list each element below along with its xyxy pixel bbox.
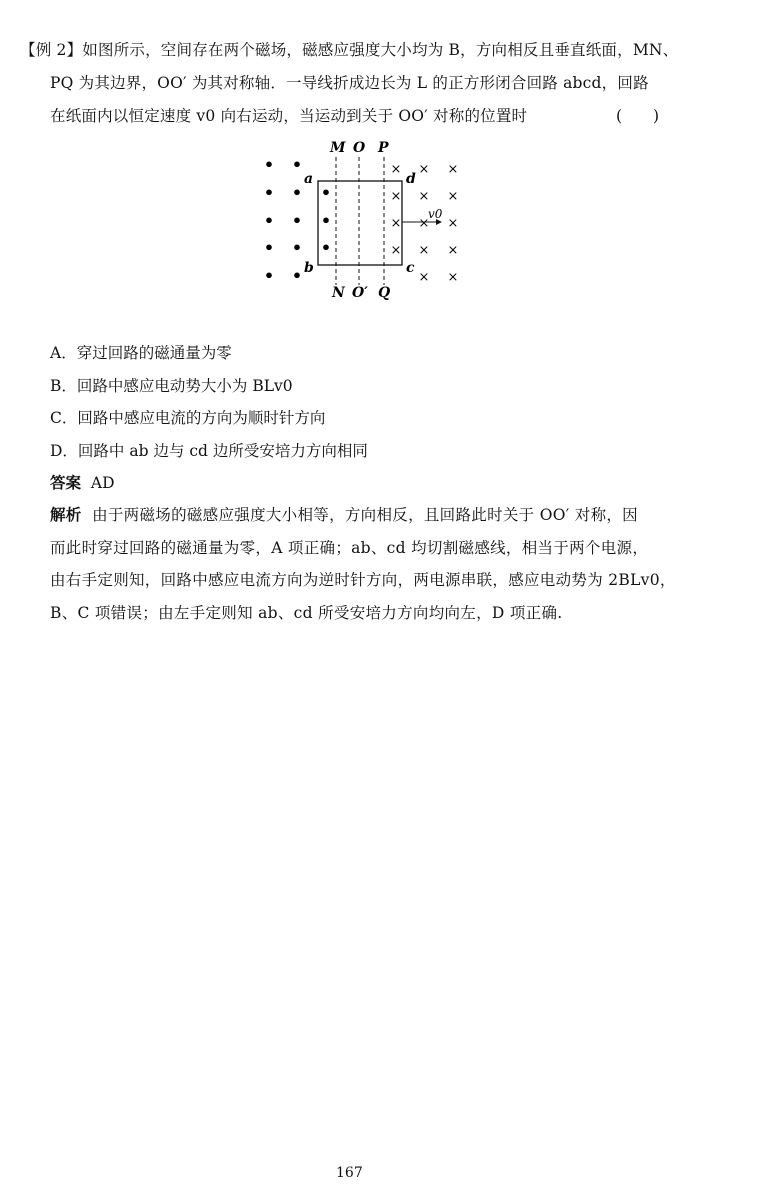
- analysis-line-1: [50, 503, 638, 525]
- cross: ×: [447, 189, 459, 204]
- cross: ×: [390, 243, 402, 258]
- corner-d: d: [406, 171, 416, 187]
- answer-parenthesis: ( ): [616, 107, 660, 125]
- answer-value: AD: [90, 474, 115, 492]
- analysis-line-4: B、C 项错误；由左手定则知 ab、cd 所受安培力方向均向左，D 项正确.: [50, 604, 563, 622]
- cross: ×: [418, 162, 430, 177]
- page-number: 167: [336, 1165, 363, 1181]
- dot: •: [291, 155, 303, 174]
- corner-c: c: [406, 260, 415, 276]
- dot: •: [263, 238, 275, 257]
- cross: ×: [390, 216, 402, 231]
- dot: •: [291, 238, 303, 257]
- dot: •: [291, 183, 303, 202]
- cross: ×: [390, 189, 402, 204]
- cross: ×: [447, 243, 459, 258]
- cross: ×: [418, 270, 430, 285]
- cross: ×: [418, 243, 430, 258]
- dot: •: [320, 211, 332, 230]
- dot: •: [320, 238, 332, 257]
- dot: •: [320, 183, 332, 202]
- cross: ×: [447, 162, 459, 177]
- cross: ×: [418, 189, 430, 204]
- analysis-line-2: 而此时穿过回路的磁通量为零，A 项正确；ab、cd 均切割磁感线，相当于两个电源，: [50, 539, 649, 557]
- answer-label: 答案: [50, 473, 82, 492]
- question-line-1: [20, 38, 678, 60]
- dot: •: [263, 183, 275, 202]
- dot: •: [263, 266, 275, 285]
- cross: ×: [418, 216, 430, 231]
- label-O: O: [353, 140, 366, 156]
- option-a: A．穿过回路的磁通量为零: [50, 344, 232, 362]
- analysis-line-3: 由右手定则知，回路中感应电流方向为逆时针方向，两电源串联，感应电动势为 2BLv0，: [50, 571, 676, 589]
- label-O-prime: O′: [352, 285, 368, 301]
- label-M: M: [330, 140, 346, 156]
- example-tag: 【例 2】: [20, 41, 83, 59]
- cross: ×: [390, 162, 402, 177]
- analysis-text-1: 由于两磁场的磁感应强度大小相等，方向相反，且回路此时关于 OO′ 对称，因: [92, 506, 638, 524]
- answer-line: [50, 471, 115, 493]
- label-Q: Q: [378, 285, 391, 301]
- label-N: N: [332, 285, 345, 301]
- corner-a: a: [304, 171, 314, 187]
- magnetic-field-figure: [250, 135, 480, 305]
- analysis-label: 解析: [50, 505, 82, 524]
- dot: •: [263, 211, 275, 230]
- option-c: C．回路中感应电流的方向为顺时针方向: [50, 409, 326, 427]
- option-d: D．回路中 ab 边与 cd 边所受安培力方向相同: [50, 442, 368, 460]
- question-text-1: 如图所示，空间存在两个磁场，磁感应强度大小均为 B，方向相反且垂直纸面，MN、: [82, 41, 679, 59]
- corner-b: b: [304, 260, 314, 276]
- cross: ×: [447, 216, 459, 231]
- dot: •: [291, 211, 303, 230]
- question-line-3: 在纸面内以恒定速度 v0 向右运动，当运动到关于 OO′ 对称的位置时: [50, 107, 528, 125]
- label-P: P: [378, 140, 389, 156]
- cross: ×: [447, 270, 459, 285]
- dot: •: [263, 155, 275, 174]
- velocity-label: v0: [428, 207, 443, 221]
- question-line-2: PQ 为其边界，OO′ 为其对称轴．一导线折成边长为 L 的正方形闭合回路 abcd，回路: [50, 74, 649, 92]
- option-b: B．回路中感应电动势大小为 BLv0: [50, 377, 293, 395]
- dot: •: [291, 266, 303, 285]
